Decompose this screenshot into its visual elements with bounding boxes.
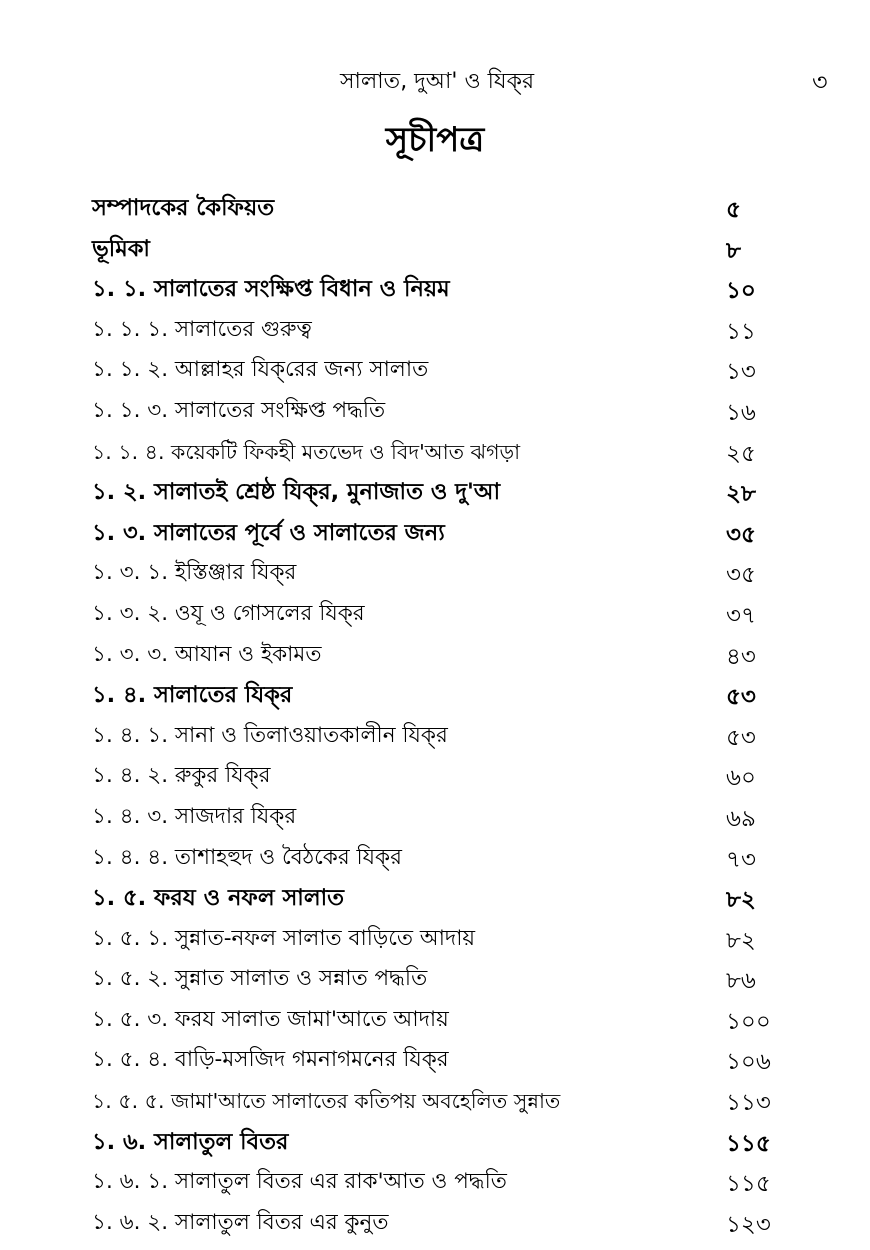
toc-entry bbox=[0, 594, 870, 635]
toc-entry-page: ৫৩ bbox=[726, 684, 756, 711]
toc-entry-page: ৬৯ bbox=[726, 805, 756, 832]
toc-entry-label: ১. ৫. ৩. ফরয সালাত জামা'আতে আদায় bbox=[92, 1006, 449, 1032]
toc-entry-label: ১. ১. ৪. কয়েকটি ফিকহী মতভেদ ও বিদ'আত ঝগড়া bbox=[92, 439, 521, 464]
toc-entry-label: ১. ৪. ২. রুকুর যিক্‌র bbox=[92, 763, 271, 789]
toc-entry bbox=[0, 635, 870, 676]
toc-entry-label: ১. ৩. ৩. আযান ও ইকামত bbox=[92, 641, 322, 667]
toc-entry-label: ১. ৪. ১. সানা ও তিলাওয়াতকালীন যিক্‌র bbox=[92, 722, 448, 748]
toc-entry-page: ১৬ bbox=[726, 399, 756, 426]
toc-entry bbox=[0, 1122, 870, 1163]
toc-entry bbox=[0, 1040, 870, 1081]
toc-entry-label: ১. ৫. ১. সুন্নাত-নফল সালাত বাড়িতে আদায় bbox=[92, 925, 476, 951]
toc-entry-page: ১০৬ bbox=[726, 1049, 771, 1076]
toc-entry-label: ১. ৩. সালাতের পূর্বে ও সালাতের জন্য bbox=[92, 519, 445, 546]
toc-entry-label: ১. ৫. ৪. বাড়ি-মসজিদ গমনাগমনের যিক্‌র bbox=[92, 1047, 449, 1073]
toc-entry-label: ১. ৪. ৩. সাজদার যিক্‌র bbox=[92, 803, 297, 829]
toc-entry bbox=[0, 553, 870, 594]
toc-entry-page: ৫ bbox=[726, 197, 741, 223]
toc-entry bbox=[0, 878, 870, 919]
toc-entry-page: ৩৫ bbox=[726, 562, 756, 589]
toc-entry-label: ১. ২. সালাতই শ্রেষ্ঠ যিক্‌র, মুনাজাত ও দু'আ bbox=[92, 479, 501, 506]
toc-entry bbox=[0, 716, 870, 757]
toc-entry bbox=[0, 472, 870, 513]
toc-entry-label: ১. ৪. ৪. তাশাহহুদ ও বৈঠকের যিক্‌র bbox=[92, 844, 402, 870]
toc-entry bbox=[0, 838, 870, 879]
toc-entry bbox=[0, 391, 870, 432]
toc-entry bbox=[0, 513, 870, 554]
toc-entry-page: ৮২ bbox=[726, 887, 756, 914]
toc-entry-label: ১. ৫. ২. সুন্নাত সালাত ও সন্নাত পদ্ধতি bbox=[92, 966, 428, 992]
running-header bbox=[0, 64, 870, 100]
toc-entry bbox=[0, 919, 870, 960]
toc-entry-page: ২৮ bbox=[726, 481, 756, 508]
running-title: সালাত, দুআ' ও যিক্‌র bbox=[340, 69, 535, 94]
toc-entry bbox=[0, 310, 870, 351]
toc-entry bbox=[0, 959, 870, 1000]
toc-entry bbox=[0, 269, 870, 310]
toc-entry-page: ১১ bbox=[726, 318, 756, 345]
toc-entry bbox=[0, 675, 870, 716]
toc-entry-label: সম্পাদকের কৈফিয়ত bbox=[92, 195, 275, 221]
toc-entry bbox=[0, 432, 870, 473]
toc-entry-label: ১. ৪. সালাতের যিক্‌র bbox=[92, 682, 293, 709]
toc-entry-label: ১. ৬. সালাতুল বিতর bbox=[92, 1128, 289, 1155]
toc-entry-label: ১. ৫. ৫. জামা'আতে সালাতের কতিপয় অবহেলিত সুন্নাত bbox=[92, 1089, 561, 1114]
page-number: ৩ bbox=[812, 68, 828, 96]
toc-entry bbox=[0, 1000, 870, 1041]
toc-entry-label: ১. ৫. ফরয ও নফল সালাত bbox=[92, 885, 345, 912]
toc-entry-page: ৮২ bbox=[726, 927, 756, 954]
toc-entry-page: ৩৭ bbox=[726, 602, 756, 629]
toc-entry-label: ১. ৩. ২. ওযূ ও গোসলের যিক্‌র bbox=[92, 600, 365, 626]
toc-entry bbox=[0, 1081, 870, 1122]
toc-entry-page: ৪৩ bbox=[726, 643, 756, 670]
toc-entry-page: ৭৩ bbox=[726, 846, 756, 873]
toc-entry-page: ৮৬ bbox=[726, 968, 756, 995]
toc-entry bbox=[0, 797, 870, 838]
toc-entry-page: ১৩ bbox=[726, 359, 756, 386]
toc-entry-page: ১০০ bbox=[726, 1008, 771, 1035]
toc-entry-label: ১. ৬. ২. সালাতুল বিতর এর কুনুত bbox=[92, 1209, 389, 1235]
toc-entry-page: ১০ bbox=[726, 278, 756, 305]
toc-entry bbox=[0, 188, 870, 229]
toc-entry-page: ১১৩ bbox=[726, 1090, 771, 1117]
toc-entry-label: ১. ১. ২. আল্লাহর যিক্‌রের জন্য সালাত bbox=[92, 357, 429, 383]
toc-entry-page: ৬০ bbox=[726, 765, 756, 792]
toc-entry-page: ১২৩ bbox=[726, 1211, 771, 1238]
toc-list bbox=[0, 188, 870, 1243]
toc-entry-label: ১. ১. ৩. সালাতের সংক্ষিপ্ত পদ্ধতি bbox=[92, 397, 386, 423]
toc-entry-label: ১. ৩. ১. ইস্তিঞ্জার যিক্‌র bbox=[92, 560, 297, 586]
toc-entry bbox=[0, 1203, 870, 1244]
toc-entry-label: ১. ১. সালাতের সংক্ষিপ্ত বিধান ও নিয়ম bbox=[92, 276, 450, 303]
toc-entry bbox=[0, 1162, 870, 1203]
toc-entry-page: ৩৫ bbox=[726, 521, 756, 548]
toc-entry-page: ১১৫ bbox=[726, 1171, 771, 1198]
toc-entry-page: ৫৩ bbox=[726, 724, 756, 751]
toc-entry-label: ১. ৬. ১. সালাতুল বিতর এর রাক'আত ও পদ্ধতি bbox=[92, 1169, 507, 1195]
toc-title: সূচীপত্র bbox=[385, 120, 485, 160]
toc-entry-page: ৮ bbox=[726, 237, 741, 264]
toc-entry-page: ২৫ bbox=[726, 440, 756, 467]
toc-entry bbox=[0, 756, 870, 797]
toc-entry-page: ১১৫ bbox=[726, 1130, 771, 1157]
toc-entry-label: ১. ১. ১. সালাতের গুরুত্ব bbox=[92, 316, 312, 342]
toc-entry bbox=[0, 229, 870, 270]
toc-entry bbox=[0, 350, 870, 391]
toc-entry-label: ভূমিকা bbox=[92, 235, 150, 262]
